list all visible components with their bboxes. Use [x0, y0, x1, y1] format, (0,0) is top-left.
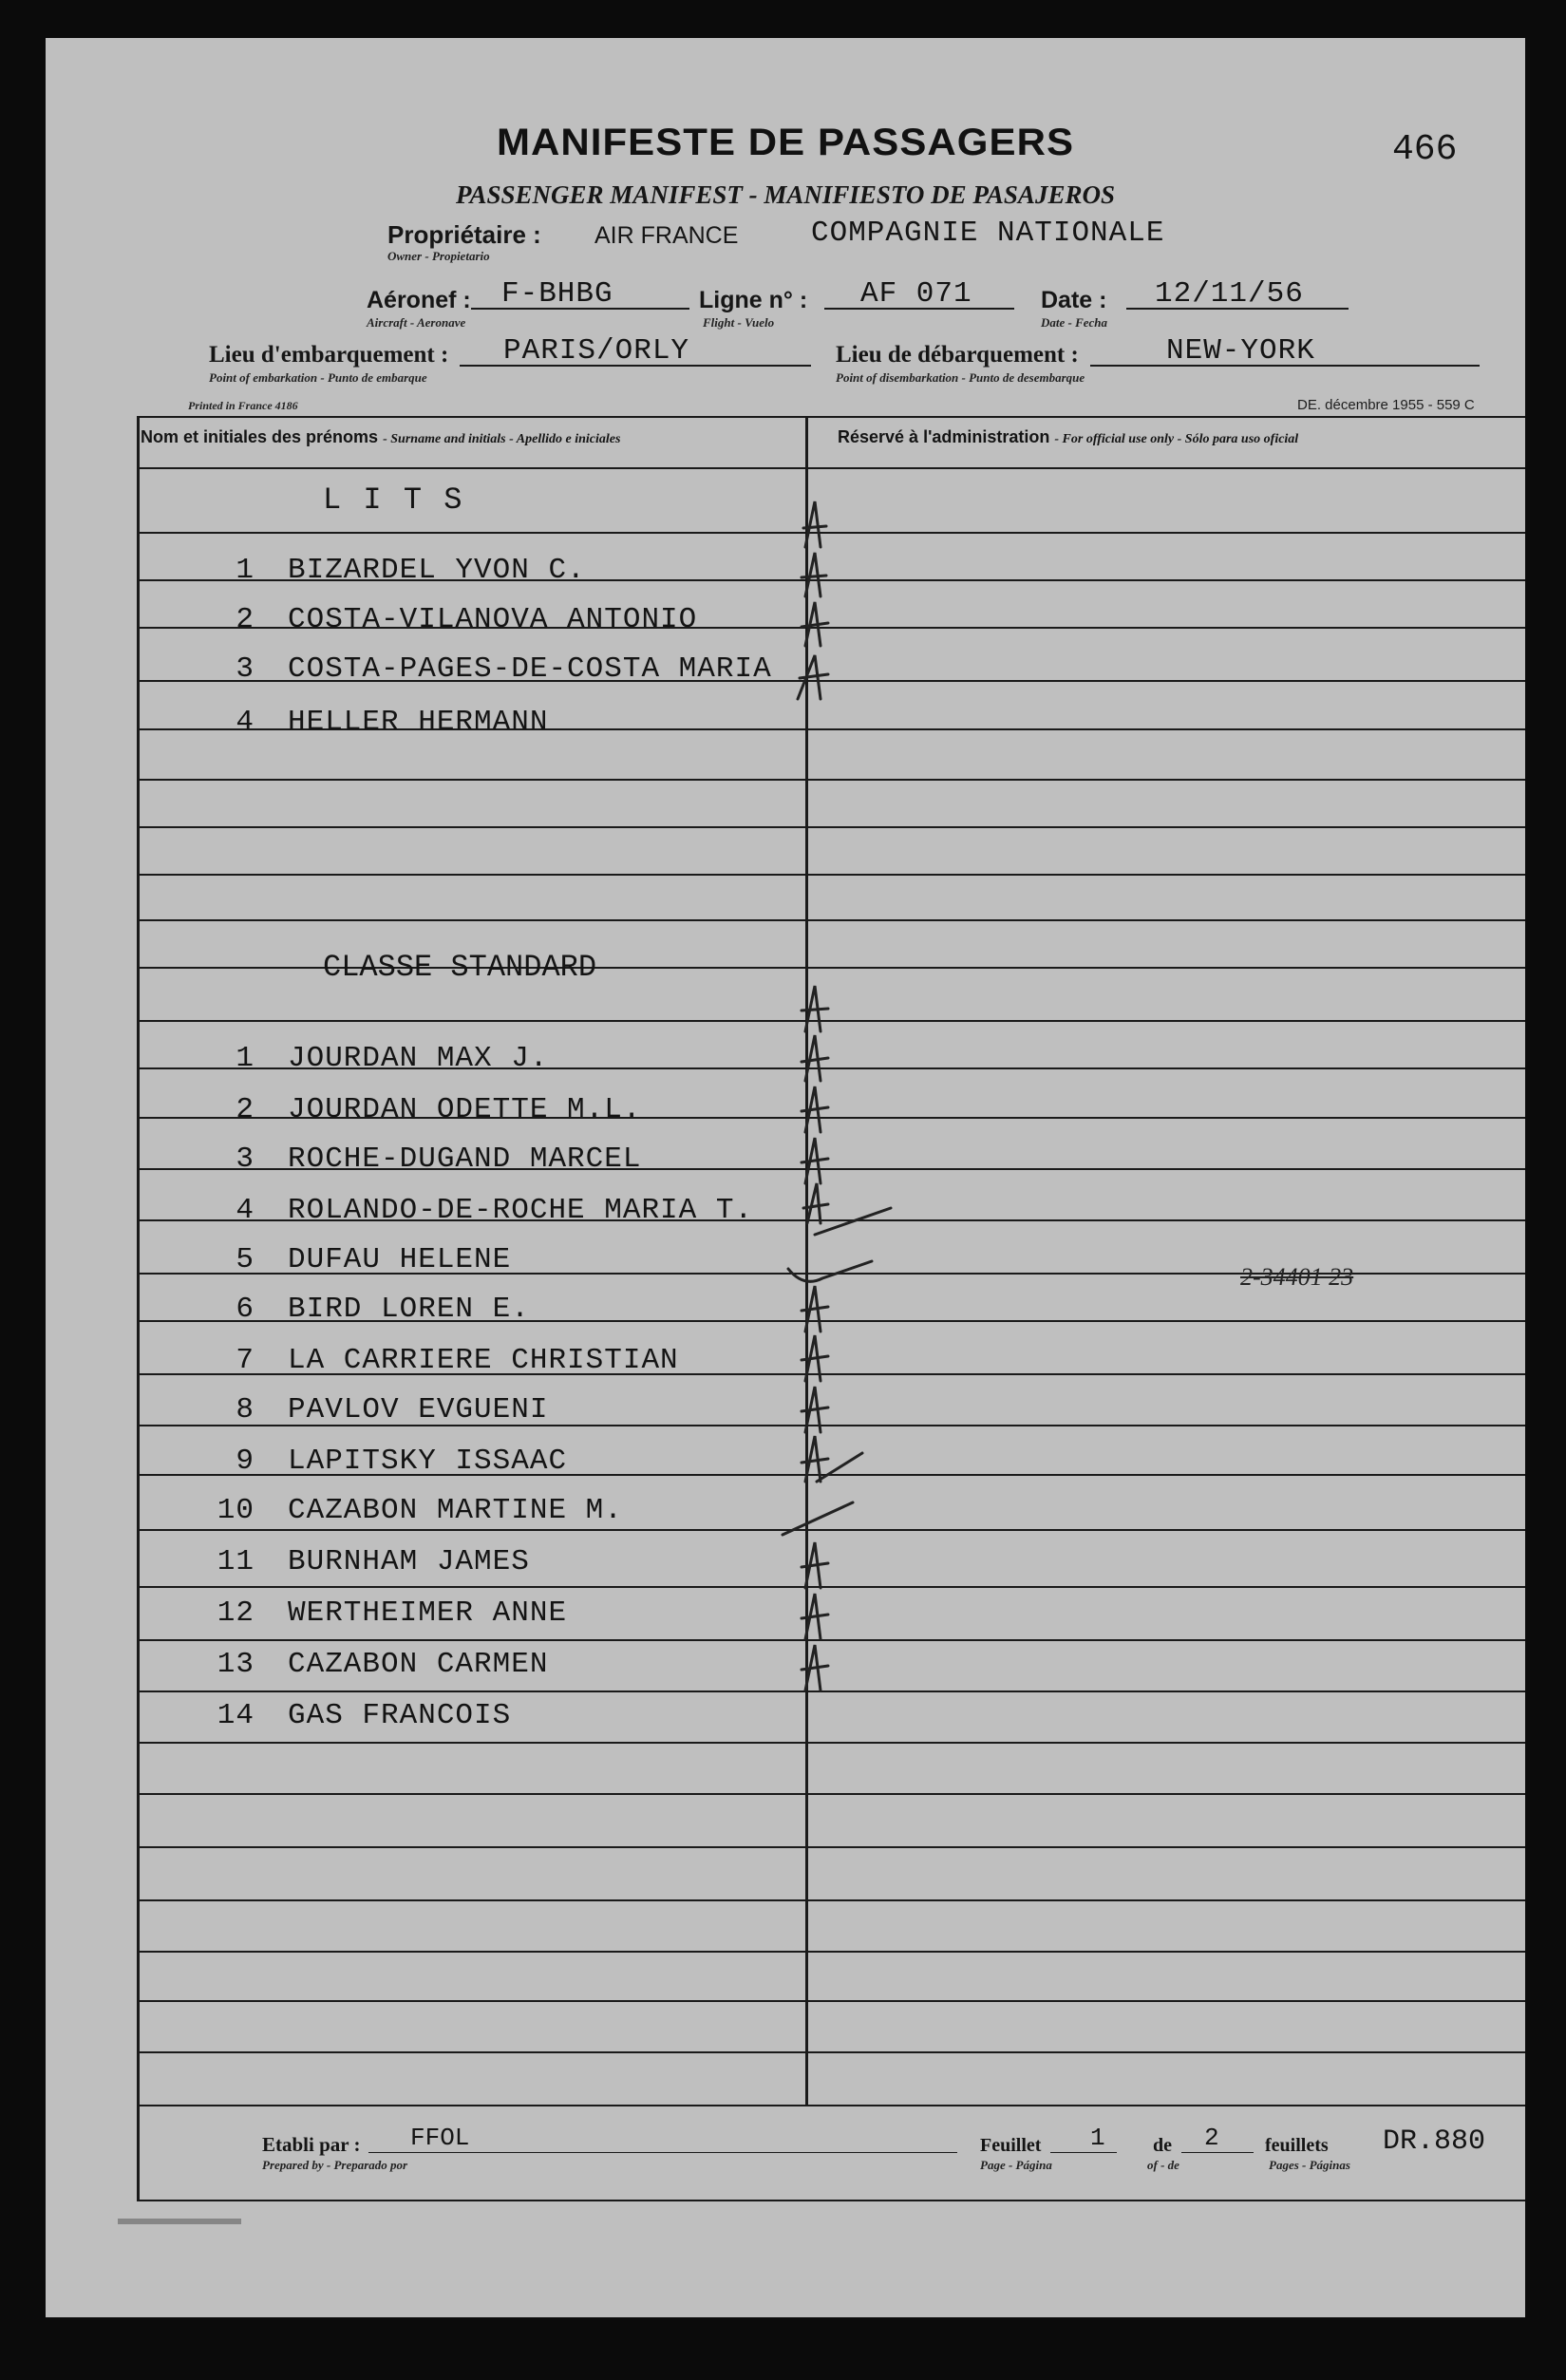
passenger-name: LAPITSKY ISSAAC [288, 1445, 568, 1478]
prepared-value: FFOL [410, 2124, 470, 2152]
passenger-row [179, 591, 843, 638]
passenger-row [179, 1635, 843, 1683]
ruled-line [137, 467, 1525, 469]
document-reference: DR.880 [1383, 2125, 1486, 2158]
ruled-line [137, 1846, 1525, 1848]
checkmark-std-7 [802, 1286, 828, 1332]
passenger-row [179, 1533, 843, 1580]
checkmark-std-12 [802, 1542, 828, 1588]
flight-value: AF 071 [860, 277, 972, 311]
checkmark-std-13 [802, 1594, 828, 1639]
aircraft-label: Aéronef : [367, 287, 471, 313]
prepared-label: Etabli par : [262, 2133, 361, 2156]
ruled-line [137, 1951, 1525, 1953]
checkmark-lits-1 [803, 501, 826, 547]
page-title: MANIFESTE DE PASSAGERS [496, 122, 1075, 163]
passenger-number: 4 [236, 1194, 255, 1227]
prepared-sublabel: Prepared by - Preparado por [262, 2158, 408, 2172]
checkmark-std-1 [802, 986, 828, 1031]
passenger-row [179, 1381, 843, 1428]
owner-label: Propriétaire : [387, 220, 541, 249]
section-title-lits: L I T S [323, 482, 464, 518]
date-sublabel: Date - Fecha [1041, 315, 1108, 330]
passenger-number: 4 [236, 706, 255, 739]
passenger-name: BURNHAM JAMES [288, 1545, 530, 1578]
passenger-number: 3 [236, 1143, 255, 1176]
checkmark-lits-4 [798, 655, 828, 699]
passenger-name: ROCHE-DUGAND MARCEL [288, 1143, 642, 1176]
checkmark-std-2 [802, 1035, 828, 1081]
passenger-name: GAS FRANCOIS [288, 1699, 512, 1732]
passenger-row [179, 1231, 843, 1278]
passenger-number: 6 [236, 1293, 255, 1326]
sheet-label: Feuillet [980, 2135, 1042, 2156]
date-label: Date : [1041, 287, 1107, 313]
aircraft-value: F-BHBG [501, 277, 613, 311]
section-title-standard: CLASSE STANDARD [323, 950, 597, 985]
checkmark-std-11 [783, 1502, 853, 1535]
ruled-line [137, 2051, 1525, 2053]
passenger-name: JOURDAN MAX J. [288, 1042, 549, 1075]
passenger-row [179, 541, 843, 589]
embark-value: PARIS/ORLY [503, 334, 690, 368]
passenger-name: BIRD LOREN E. [288, 1293, 530, 1326]
printer-mark [118, 2219, 241, 2224]
passenger-name: COSTA-VILANOVA ANTONIO [288, 603, 698, 636]
passenger-number: 1 [236, 554, 255, 587]
sheet-sublabel: Page - Página [980, 2158, 1052, 2172]
manifest-sheet [46, 38, 1525, 2317]
col-official-header: Réservé à l'administration - For official use only - Sólo para uso oficial [838, 427, 1299, 446]
disembark-value: NEW-YORK [1166, 334, 1315, 368]
passenger-name: WERTHEIMER ANNE [288, 1596, 568, 1630]
passenger-row [179, 693, 843, 741]
ruled-line [137, 1899, 1525, 1901]
passenger-name: PAVLOV EVGUENI [288, 1393, 549, 1426]
passenger-name: JOURDAN ODETTE M.L. [288, 1093, 642, 1126]
passenger-name: COSTA-PAGES-DE-COSTA MARIA [288, 652, 772, 686]
passenger-number: 8 [236, 1393, 255, 1426]
checkmark-std-6 [788, 1261, 872, 1281]
passenger-number: 2 [236, 1093, 255, 1126]
passenger-row [179, 1280, 843, 1328]
passenger-row [179, 1181, 843, 1229]
flight-label: Ligne n° : [699, 287, 808, 313]
col-name-header: Nom et initiales des prénoms - Surname and initials - Apellido e iniciales [141, 427, 621, 446]
passenger-row [179, 1482, 843, 1529]
handwritten-checkmarks [748, 494, 957, 1804]
date-value: 12/11/56 [1155, 277, 1304, 311]
passenger-name: ROLANDO-DE-ROCHE MARIA T. [288, 1194, 754, 1227]
passenger-number: 9 [236, 1445, 255, 1478]
passenger-number: 10 [217, 1494, 255, 1527]
passenger-row [179, 640, 843, 688]
passenger-number: 7 [236, 1344, 255, 1377]
disembark-label: Lieu de débarquement : [836, 342, 1079, 368]
passenger-name: CAZABON CARMEN [288, 1648, 549, 1681]
passenger-row [179, 1081, 843, 1128]
passenger-number: 2 [236, 603, 255, 636]
passenger-number: 14 [217, 1699, 255, 1732]
disembark-sublabel: Point of disembarkation - Punto de desembarque [836, 370, 1085, 385]
sheets-sublabel: Pages - Páginas [1269, 2158, 1350, 2172]
checkmark-std-3 [802, 1086, 828, 1132]
sheet-value: 1 [1090, 2124, 1105, 2152]
passenger-name: CAZABON MARTINE M. [288, 1494, 623, 1527]
checkmark-lits-3 [802, 602, 828, 646]
owner-sublabel: Owner - Propietario [387, 249, 490, 263]
passenger-row [179, 1332, 843, 1379]
of-value: 2 [1204, 2124, 1219, 2152]
aircraft-sublabel: Aircraft - Aeronave [367, 315, 466, 330]
page-subtitle: PASSENGER MANIFEST - MANIFIESTO DE PASAJEROS [456, 180, 1115, 209]
passenger-name: LA CARRIERE CHRISTIAN [288, 1344, 679, 1377]
passenger-number: 13 [217, 1648, 255, 1681]
passenger-row [179, 1432, 843, 1480]
passenger-row [179, 1130, 843, 1178]
passenger-name: HELLER HERMANN [288, 706, 549, 739]
page-number: 466 [1392, 129, 1458, 170]
passenger-number: 12 [217, 1596, 255, 1630]
owner-typed: COMPAGNIE NATIONALE [811, 217, 1165, 250]
embark-label: Lieu d'embarquement : [209, 342, 449, 368]
passenger-row [179, 1584, 843, 1632]
checkmark-std-14 [802, 1645, 828, 1691]
passenger-row [179, 1029, 843, 1077]
printed-note: Printed in France 4186 [188, 399, 298, 412]
checkmark-std-10 [802, 1436, 862, 1482]
passenger-number: 5 [236, 1243, 255, 1276]
of-sublabel: of - de [1147, 2158, 1179, 2172]
checkmark-lits-2 [802, 553, 826, 596]
passenger-number: 1 [236, 1042, 255, 1075]
owner-printed: AIR FRANCE [594, 222, 739, 249]
passenger-name: DUFAU HELENE [288, 1243, 512, 1276]
checkmark-std-5 [803, 1183, 891, 1235]
passenger-number: 11 [217, 1545, 255, 1578]
passenger-name: BIZARDEL YVON C. [288, 554, 586, 587]
official-note-struck: 2-34401 23 [1240, 1263, 1354, 1291]
passenger-number: 3 [236, 652, 255, 686]
embark-sublabel: Point of embarkation - Punto de embarque [209, 370, 427, 385]
checkmark-std-9 [802, 1387, 828, 1432]
ruled-line [137, 2000, 1525, 2002]
passenger-row [179, 1687, 843, 1734]
sheets-label: feuillets [1265, 2135, 1329, 2156]
checkmark-std-8 [802, 1335, 828, 1381]
flight-sublabel: Flight - Vuelo [703, 315, 775, 330]
of-label: de [1153, 2135, 1172, 2156]
form-reference: DE. décembre 1955 - 559 C [1297, 397, 1475, 413]
checkmark-std-4 [802, 1138, 828, 1183]
